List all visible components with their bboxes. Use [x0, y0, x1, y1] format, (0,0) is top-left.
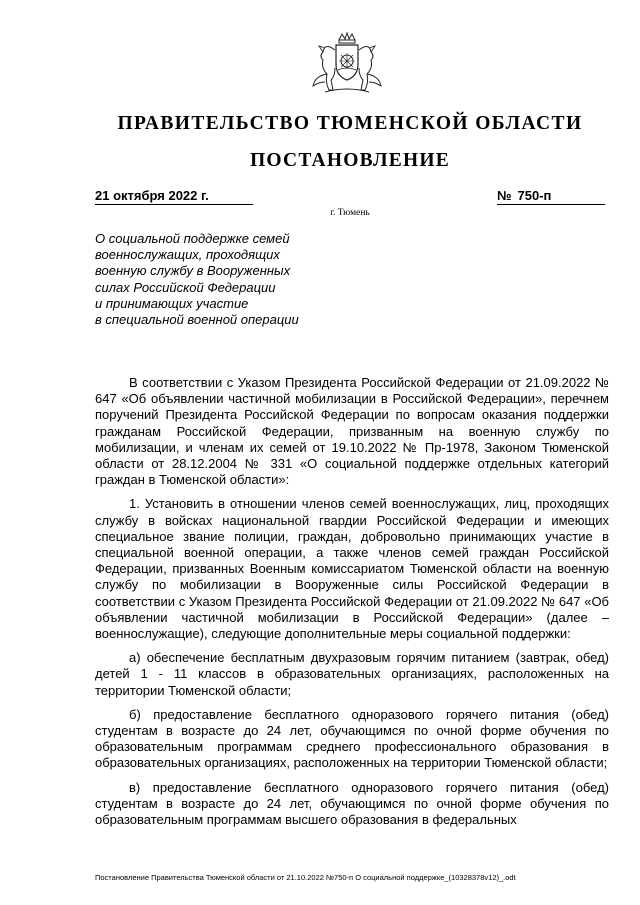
file-footer: Постановление Правительства Тюменской области от 21.10.2022 №750-п О социальной поддержке_(10328378v12)_.odt	[95, 873, 516, 882]
body-paragraph: 1. Установить в отношении членов семей военнослужащих, лиц, проходящих службу в войсках национальной гвардии Российской Федерации и имеющих специальное звание полиции, граждан, добровольно принимающих участие в специальной военной операции, а также членов семей граждан Российской Федерации, призванных Военным комиссариатом Тюменской области на военную службу по мобилизации в Вооруженные силы Российской Федерации в соответствии с Указом Президента Российской Федерации от 21.09.2022 № 647 «Об объявлении частичной мобилизации в Российской Федерации» (далее – военнослужащие), следующие дополнительные меры социальной поддержки:	[95, 496, 609, 642]
number-value: 750-п	[517, 188, 552, 203]
document-subject	[95, 231, 335, 328]
number-sign: №	[497, 188, 512, 203]
subject-line: в специальной военной операции	[95, 312, 299, 328]
document-body	[95, 375, 609, 836]
government-title: ПРАВИТЕЛЬСТВО ТЮМЕНСКОЙ ОБЛАСТИ	[117, 113, 583, 134]
document-number	[497, 188, 605, 205]
subject-line: и принимающих участие	[95, 295, 249, 311]
body-paragraph: в) предоставление бесплатного одноразового горячего питания (обед) студентам в возрасте до 24 лет, обучающимся по очной форме обучения по образовательным программам высшего образования в федеральных	[95, 779, 609, 828]
subject-line: О социальной поддержке семей	[95, 231, 290, 246]
subject-line: военнослужащих, проходящих	[95, 247, 280, 263]
body-paragraph: а) обеспечение бесплатным двухразовым горячим питанием (завтрак, обед) детей 1 - 11 классов в образовательных организациях, расположенных на территории Тюменской области;	[95, 650, 609, 698]
document-date: 21 октября 2022 г.	[95, 188, 253, 205]
body-paragraph: В соответствии с Указом Президента Российской Федерации от 21.09.2022 № 647 «Об объявлении частичной мобилизации в Российской Федерации», перечнем поручений Президента Российской Федерации по вопросам оказания поддержки гражданам Российской Федерации, призванным на военную службу по мобилизации, и членам их семей от 19.10.2022 № Пр-1978, Законом Тюменской области от 28.12.2004 № 331 «О социальной поддержке отдельных категорий граждан в Тюменской области»:	[95, 375, 609, 488]
subject-line: военную службу в Вооруженных	[95, 263, 291, 279]
document-type: ПОСТАНОВЛЕНИЕ	[250, 150, 450, 171]
subject-line: силах Российской Федерации	[95, 279, 276, 295]
coat-of-arms-icon	[305, 32, 389, 98]
city: г. Тюмень	[330, 208, 370, 218]
body-paragraph: б) предоставление бесплатного одноразового горячего питания (обед) студентам в возрасте до 24 лет, обучающимся по очной форме обучения по образовательным программам среднего профессионального образования в образовательных организациях, расположенных на территории Тюменской области;	[95, 706, 609, 771]
